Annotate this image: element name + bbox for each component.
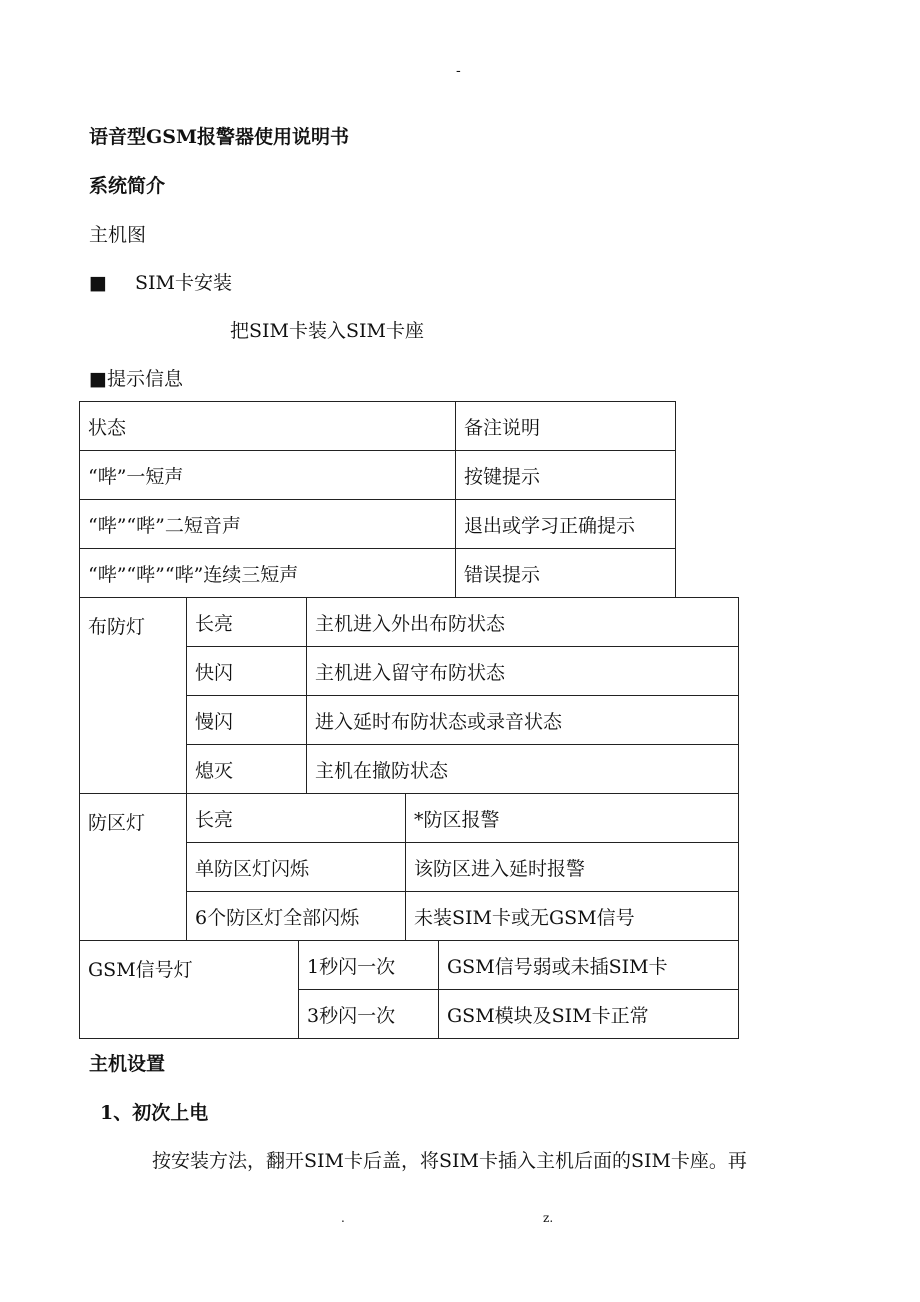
table-header-row: [80, 402, 676, 451]
gsm-light-table: [79, 940, 739, 1039]
table-cell: GSM模块及SIM卡正常: [439, 990, 739, 1039]
table-row: [80, 549, 676, 598]
body-paragraph: 按安装方法，翻开SIM卡后盖，将SIM卡插入主机后面的SIM卡座。再: [152, 1150, 747, 1172]
table-cell: 主机进入留守布防状态: [307, 647, 739, 696]
arm-light-table: [79, 597, 739, 794]
footer-right-mark: z.: [543, 1211, 554, 1225]
table-cell: 主机在撤防状态: [307, 745, 739, 794]
table-cell: 未装SIM卡或无GSM信号: [406, 892, 739, 941]
table-row: [80, 451, 676, 500]
table-cell: 3秒闪一次: [299, 990, 439, 1039]
table-cell: 长亮: [187, 598, 307, 647]
section-heading-system-intro: 系统简介: [89, 175, 166, 197]
table-cell: 主机进入外出布防状态: [307, 598, 739, 647]
document-title: 语音型GSM报警器使用说明书: [89, 126, 349, 148]
sim-install-label: SIM卡安装: [135, 272, 232, 294]
table-cell: 快闪: [187, 647, 307, 696]
square-bullet-icon: ■: [89, 272, 107, 294]
table-cell: *防区报警: [406, 794, 739, 843]
table-cell: 该防区进入延时报警: [406, 843, 739, 892]
zone-light-label: 防区灯: [80, 794, 187, 941]
table-cell: GSM信号弱或未插SIM卡: [439, 941, 739, 990]
table-row: [80, 598, 739, 647]
arm-light-label: 布防灯: [80, 598, 187, 794]
sim-install-line: [89, 274, 232, 293]
table-cell: “哔”“哔”二短音声: [80, 500, 456, 549]
tips-line: [89, 370, 183, 389]
table-cell: 1秒闪一次: [299, 941, 439, 990]
subsection-heading-first-power-on: 1、初次上电: [100, 1102, 209, 1124]
table-cell: “哔”“哔”“哔”连续三短声: [80, 549, 456, 598]
table-row: [80, 794, 739, 843]
host-diagram-label: 主机图: [89, 224, 147, 246]
table-cell: 按键提示: [456, 451, 676, 500]
footer-left-mark: .: [341, 1211, 345, 1225]
sound-prompt-table: [79, 401, 676, 598]
table-row: [80, 941, 739, 990]
table-header-cell: 状态: [80, 402, 456, 451]
tips-label: 提示信息: [106, 368, 183, 390]
table-cell: 单防区灯闪烁: [187, 843, 406, 892]
table-cell: “哔”一短声: [80, 451, 456, 500]
sim-instruction: 把SIM卡装入SIM卡座: [230, 320, 424, 342]
table-cell: 长亮: [187, 794, 406, 843]
table-cell: 6个防区灯全部闪烁: [187, 892, 406, 941]
table-cell: 进入延时布防状态或录音状态: [307, 696, 739, 745]
table-header-cell: 备注说明: [456, 402, 676, 451]
gsm-light-label: GSM信号灯: [80, 941, 299, 1039]
table-row: [80, 500, 676, 549]
section-heading-host-settings: 主机设置: [89, 1053, 166, 1075]
table-cell: 错误提示: [456, 549, 676, 598]
zone-light-table: [79, 793, 739, 941]
table-cell: 退出或学习正确提示: [456, 500, 676, 549]
table-cell: 熄灭: [187, 745, 307, 794]
header-mark: -: [456, 63, 461, 79]
square-bullet-icon: ■: [89, 368, 107, 390]
table-cell: 慢闪: [187, 696, 307, 745]
